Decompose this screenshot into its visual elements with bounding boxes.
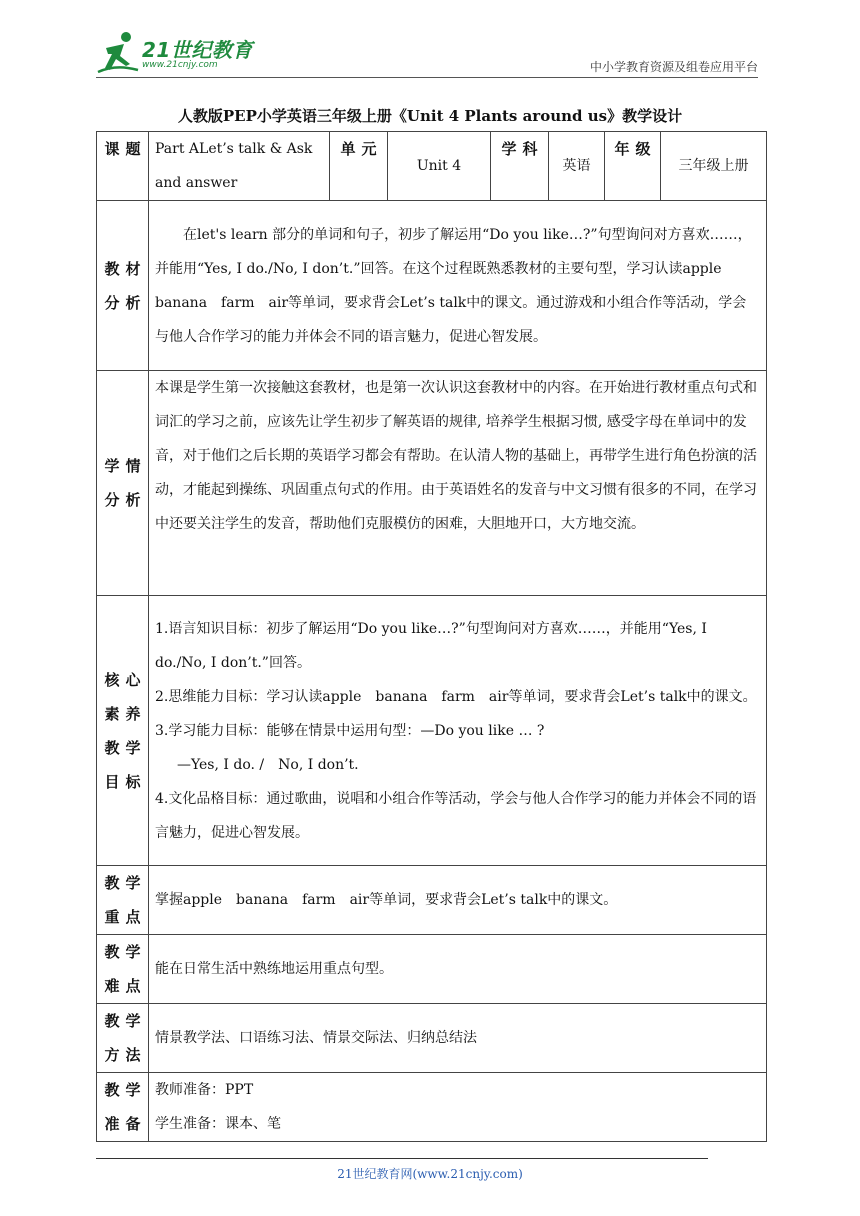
lesson-plan-table	[96, 131, 767, 1142]
student-preparation: 学生准备：课本、笔	[155, 1116, 281, 1132]
material-text: 在let's learn 部分的单词和句子，初步了解运用“Do you like…?”句型询问对方喜欢……，并能用“Yes, I do./No, I don’t.”回答。在这个过程既熟悉教材的主要句型，学习认读apple banana farm air等单词，要求背会Let’s talk中的课文。通过游戏和小组合作等活动，学会与他人合作学习的能力并体会不同的语言魅力，促进心智发展。	[149, 201, 767, 371]
difficulties-label: 教学 难点	[97, 935, 149, 1004]
header-divider	[96, 77, 758, 78]
footer-link[interactable]: 21世纪教育网(www.21cnjy.com)	[337, 1167, 523, 1181]
difficulties-row	[97, 935, 767, 1004]
brand-logo[interactable]	[96, 30, 266, 78]
document-title: 人教版PEP小学英语三年级上册《Unit 4 Plants around us》教学设计	[177, 107, 683, 125]
logo-title: 21世纪教育	[142, 38, 253, 62]
material-row	[97, 201, 767, 371]
learner-label: 学情 分析	[97, 371, 149, 596]
page-header	[0, 0, 860, 80]
logo-url: www.21cnjy.com	[142, 60, 218, 70]
goal-learning-answer: —Yes, I do. / No, I don’t.	[177, 756, 359, 773]
unit-value: Unit 4	[388, 132, 491, 201]
methods-label: 教学 方法	[97, 1004, 149, 1073]
info-row	[97, 132, 767, 201]
subject-value: 英语	[549, 132, 605, 201]
goals-content	[149, 596, 767, 866]
preparation-content	[149, 1073, 767, 1142]
subject-label: 学科	[491, 132, 549, 201]
learner-text: 本课是学生第一次接触这套教材，也是第一次认识这套教材中的内容。在开始进行教材重点句式和词汇的学习之前，应该先让学生初步了解英语的规律, 培养学生根据习惯, 感受字母在单词中的发音，对于他们之后长期的英语学习都会有帮助。在认清人物的基础上，再带学生进行角色扮演的活动，才能起到操练、巩固重点句式的作用。由于英语姓名的发音与中文习惯有很多的不同，在学习中还要关注学生的发音，帮助他们克服模仿的困难，大胆地开口，大方地交流。	[149, 371, 767, 596]
footer-divider	[96, 1158, 708, 1159]
material-label: 教材 分析	[97, 201, 149, 371]
preparation-label: 教学 准备	[97, 1073, 149, 1142]
difficulties-text: 能在日常生活中熟练地运用重点句型。	[149, 935, 767, 1004]
unit-label: 单元	[330, 132, 388, 201]
goal-language: 1.语言知识目标：初步了解运用“Do you like…?”句型询问对方喜欢……，并能用“Yes, I do./No, I don’t.”回答。	[155, 620, 707, 671]
key-points-text: 掌握apple banana farm air等单词，要求背会Let’s talk中的课文。	[149, 866, 767, 935]
key-points-row	[97, 866, 767, 935]
goal-culture: 4.文化品格目标：通过歌曲，说唱和小组合作等活动，学会与他人合作学习的能力并体会不同的语言魅力，促进心智发展。	[155, 790, 757, 841]
methods-text: 情景教学法、口语练习法、情景交际法、归纳总结法	[149, 1004, 767, 1073]
platform-name: 中小学教育资源及组卷应用平台	[589, 60, 758, 74]
goal-thinking: 2.思维能力目标：学习认读apple banana farm air等单词，要求背会Let’s talk中的课文。	[155, 688, 757, 705]
topic-value: Part ALet’s talk & Ask and answer	[149, 132, 330, 201]
methods-row	[97, 1004, 767, 1073]
preparation-row	[97, 1073, 767, 1142]
teacher-preparation: 教师准备：PPT	[155, 1082, 254, 1098]
grade-value: 三年级上册	[661, 132, 767, 201]
goals-label: 核心 素养 教学 目标	[97, 596, 149, 866]
key-points-label: 教学 重点	[97, 866, 149, 935]
goal-learning: 3.学习能力目标：能够在情景中运用句型：—Do you like … ?	[155, 722, 545, 739]
topic-label: 课题	[97, 132, 149, 201]
goals-row	[97, 596, 767, 866]
runner-icon	[96, 30, 140, 76]
learner-row	[97, 371, 767, 596]
grade-label: 年级	[605, 132, 661, 201]
